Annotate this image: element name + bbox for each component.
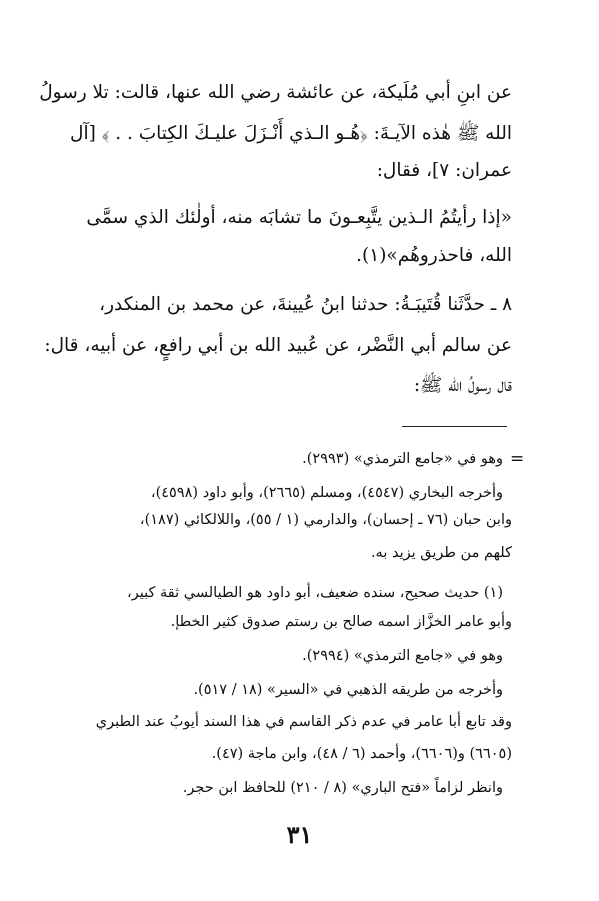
main-text-line: عن سالم أبي النَّضْر، عن عُبيد الله بن أبي رافعٍ، عن أبيه، قال: xyxy=(44,335,512,356)
footnote-line: وانظر لزاماً «فتح الباري» (٨ / ٢١٠) للحافظ ابن حجر. xyxy=(182,780,503,796)
page-number: ٣١ xyxy=(286,820,313,849)
footnote-line: وأخرجه من طريقه الذهبي في «السير» (١٨ / ٥١٧). xyxy=(193,682,503,698)
footnote-line: وأخرجه البخاري (٤٥٤٧)، ومسلم (٢٦٦٥)، وأبو داود (٤٥٩٨)، xyxy=(150,485,503,501)
main-text-line: عمران: ٧]، فقال: xyxy=(376,160,512,181)
main-text-line: قال رسولُ الله ﷺ: xyxy=(413,375,512,396)
footnote-separator xyxy=(402,426,507,427)
main-text-line: عن ابنِ أبي مُلَيكة، عن عائشة رضي الله عنها، قالت: تلا رسولُ xyxy=(39,82,512,103)
footnote-line: كلهم من طريق يزيد به. xyxy=(370,545,512,561)
footnote-line: وقد تابع أبا عامر في عدم ذكر القاسم في هذا السند أيوبُ عند الطبري xyxy=(95,714,512,730)
footnote-line: (١) حديث صحيح، سنده ضعيف، أبو داود هو الطيالسي ثقة كبير، xyxy=(127,585,503,601)
main-text-line: ٨ ـ حدَّثَنا قُتَيبَـةُ: حدثنا ابنُ عُيينةَ، عن محمد بن المنكدر، xyxy=(99,294,512,315)
main-text-line: الله ﷺ هٰذه الآيـةَ: ﴿هُـو الـذي أَنْـزَلَ عليـكَ الكِتابَ . . ﴾ [آل xyxy=(70,123,512,144)
footnote-line: وهو في «جامع الترمذي» (٢٩٩٤). xyxy=(302,648,503,664)
footnote-continuation-mark: = xyxy=(510,449,525,469)
footnote-line: وأبو عامر الخزَّاز اسمه صالح بن رستم صدوق كثير الخطإ. xyxy=(170,614,512,630)
footnote-line: وهو في «جامع الترمذي» (٢٩٩٣). xyxy=(302,451,503,467)
footnote-line: وابن حبان (٧٦ ـ إحسان)، والدارمي (١ / ٥٥)، واللالكائي (١٨٧)، xyxy=(139,512,512,528)
main-text-line: الله، فاحذروهُم»(١). xyxy=(356,245,512,266)
main-text-line: «إذا رأيتُمُ الـذين يتَّبِعـونَ ما تشابَه منه، أولٰئك الذي سمَّى xyxy=(86,207,512,228)
footnote-line: (٦٦٠٥) و(٦٦٠٦)، وأحمد (٦ / ٤٨)، وابن ماجة (٤٧). xyxy=(211,746,512,762)
